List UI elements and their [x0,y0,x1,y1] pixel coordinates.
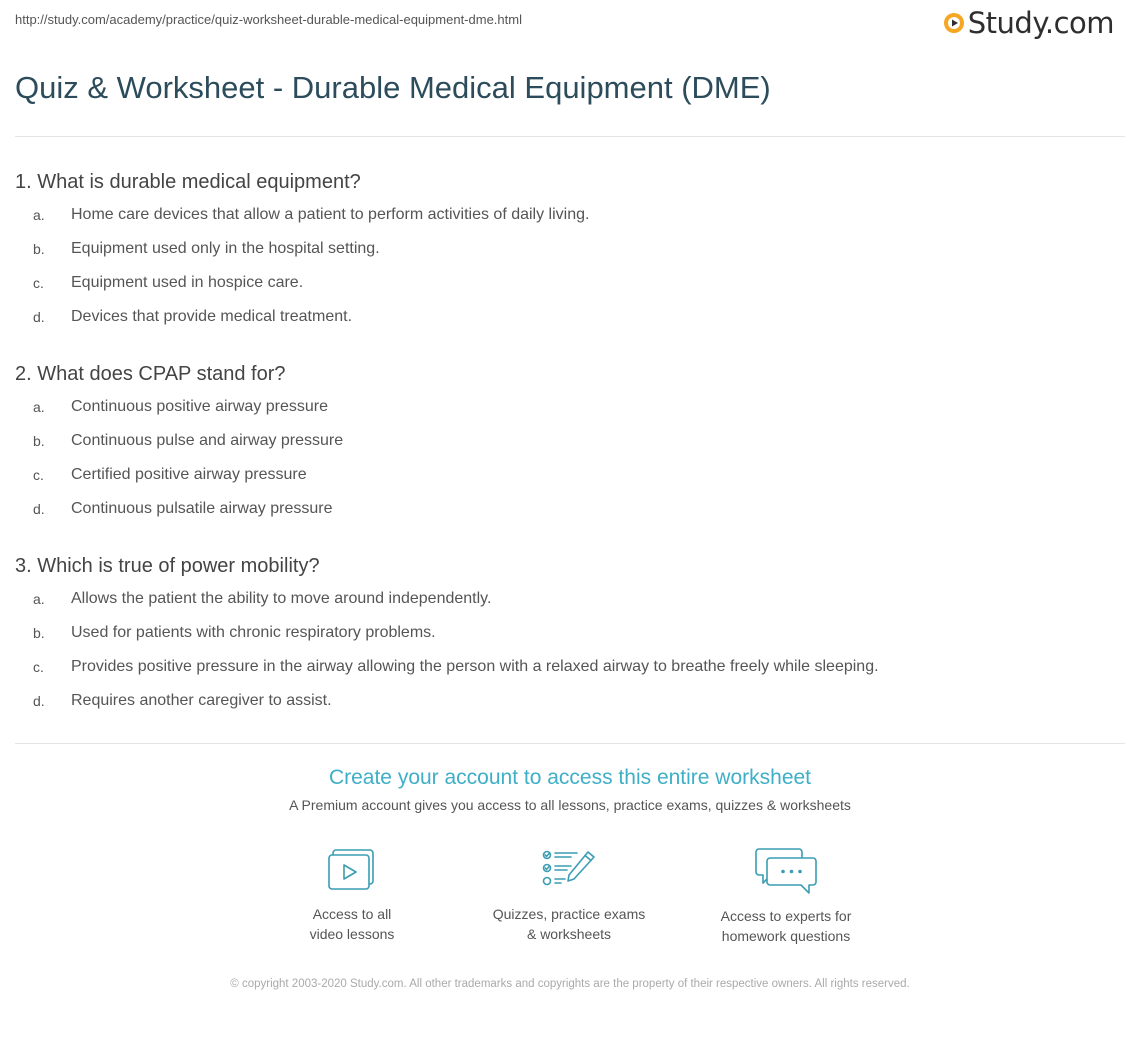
answer-letter: b. [33,625,45,641]
answer-text: Allows the patient the ability to move around independently. [71,590,492,607]
question-3 [15,550,1115,718]
answer-letter: d. [33,501,45,517]
question-1 [15,166,1115,334]
feature-line: homework questions [721,928,851,944]
feature-line: Access to all [312,906,392,922]
question-title: 2. What does CPAP stand for? [15,363,286,385]
page-title: Quiz & Worksheet - Durable Medical Equipment (DME) [15,70,771,105]
answer-letter: a. [33,591,45,607]
answer-text: Requires another caregiver to assist. [71,692,332,709]
answer-option[interactable] [15,582,1115,616]
feature-line: Quizzes, practice exams [492,906,646,922]
answer-letter: d. [33,693,45,709]
answer-option[interactable] [15,198,1115,232]
answer-text: Continuous pulse and airway pressure [71,432,344,449]
feature-line: video lessons [309,926,395,942]
quiz-checklist-icon [539,846,599,894]
answer-text: Home care devices that allow a patient to perform activities of daily living. [71,206,590,223]
answer-option[interactable] [15,458,1115,492]
answer-text: Used for patients with chronic respiratory problems. [71,624,436,641]
logo-text: Study.com [967,6,1114,40]
feature-line: & worksheets [526,926,612,942]
answer-option[interactable] [15,492,1115,526]
answer-text: Equipment used only in the hospital setting. [71,240,380,257]
answer-letter: a. [33,207,45,223]
question-title: 3. Which is true of power mobility? [15,555,320,577]
answer-option[interactable] [15,266,1115,300]
answer-letter: c. [33,659,44,675]
answer-option[interactable] [15,684,1115,718]
question-2 [15,358,1115,526]
page-url: http://study.com/academy/practice/quiz-worksheet-durable-medical-equipment-dme.html [15,12,522,27]
feature-quizzes [479,846,659,944]
answer-option[interactable] [15,424,1115,458]
answer-letter: c. [33,467,44,483]
feature-experts [696,846,876,946]
answer-option[interactable] [15,232,1115,266]
answer-text: Devices that provide medical treatment. [71,308,353,325]
play-logo-icon [943,12,965,34]
content-divider [15,743,1125,744]
answer-letter: a. [33,399,45,415]
answer-text: Certified positive airway pressure [71,466,307,483]
copyright-text: © copyright 2003-2020 Study.com. All other trademarks and copyrights are the property of their respective owners. All rights reserved. [230,978,910,990]
answer-option[interactable] [15,300,1115,334]
answer-letter: d. [33,309,45,325]
header-divider [15,136,1125,137]
answer-option[interactable] [15,650,1115,684]
video-lessons-icon [326,846,378,894]
promo-subtitle: A Premium account gives you access to all lessons, practice exams, quizzes & worksheets [289,797,851,813]
study-logo[interactable] [943,6,1114,40]
answer-option[interactable] [15,390,1115,424]
answer-text: Equipment used in hospice care. [71,274,304,291]
answer-letter: c. [33,275,44,291]
answer-option[interactable] [15,616,1115,650]
answer-text: Continuous positive airway pressure [71,398,329,415]
answer-letter: b. [33,241,45,257]
answer-letter: b. [33,433,45,449]
answer-text: Provides positive pressure in the airway allowing the person with a relaxed airway to breathe freely while sleeping. [71,658,879,675]
chat-bubbles-icon [753,846,819,896]
create-account-link[interactable]: Create your account to access this entire worksheet [328,766,812,789]
feature-line: Access to experts for [720,908,852,924]
question-title: 1. What is durable medical equipment? [15,171,361,193]
feature-video-lessons [262,846,442,944]
answer-text: Continuous pulsatile airway pressure [71,500,333,517]
